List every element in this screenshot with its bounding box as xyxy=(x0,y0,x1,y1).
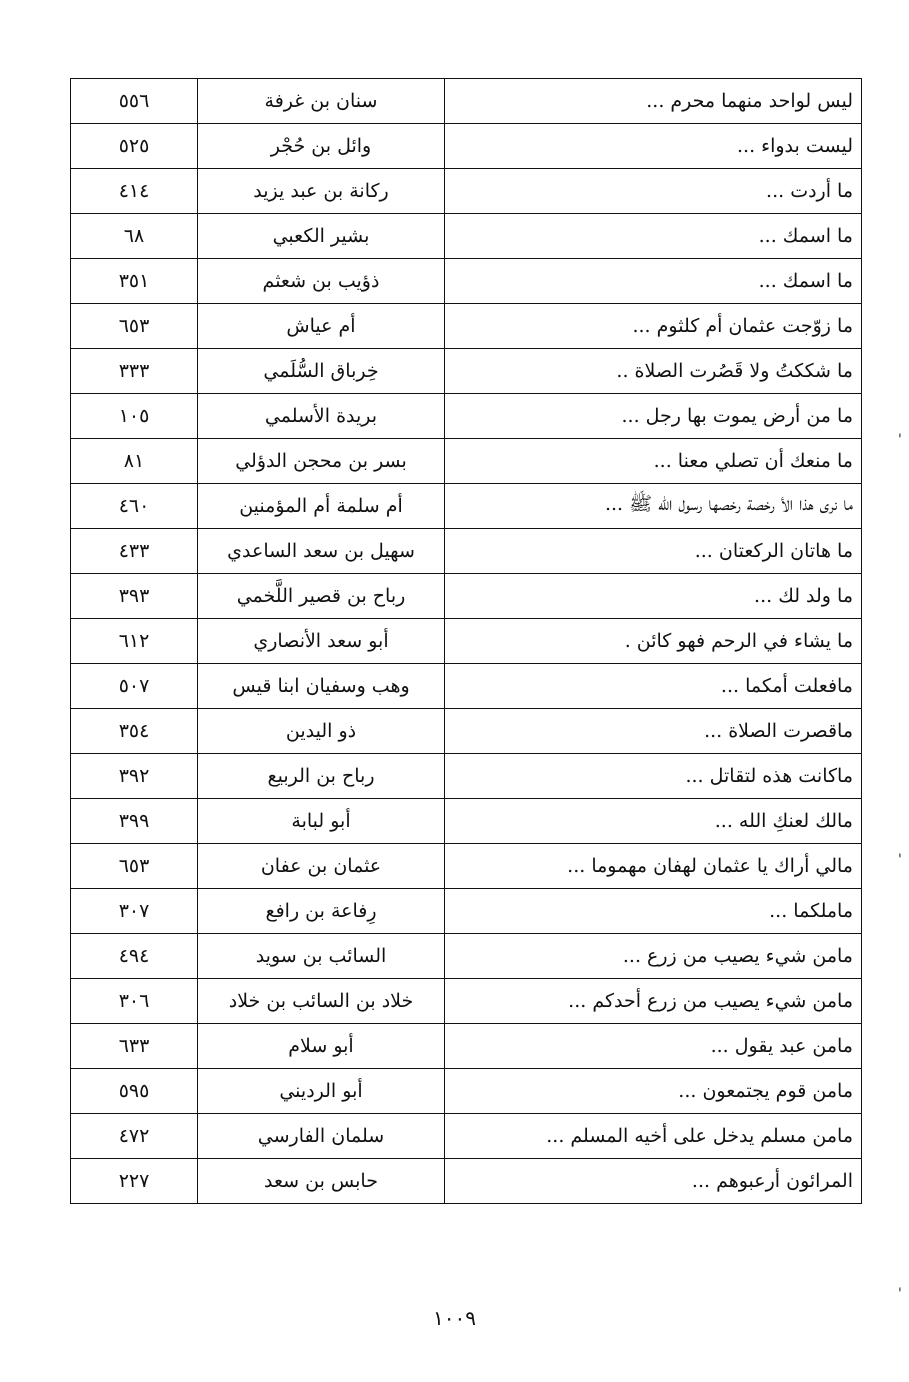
table-row xyxy=(71,1159,862,1204)
page-ref-cell: ٥٠٧ xyxy=(71,664,198,709)
narrator-cell: خِرباق السُّلَمي xyxy=(198,349,445,394)
page-ref-cell: ٥٩٥ xyxy=(71,1069,198,1114)
page-ref-cell: ٣٩٣ xyxy=(71,574,198,619)
hadith-text-cell: ليست بدواء ... xyxy=(445,124,862,169)
page-ref-cell: ٣٣٣ xyxy=(71,349,198,394)
table-row xyxy=(71,124,862,169)
hadith-text-cell: ما زوّجت عثمان أم كلثوم ... xyxy=(445,304,862,349)
hadith-text-cell: ما شككتُ ولا قَصُرت الصلاة .. xyxy=(445,349,862,394)
page-ref-cell: ٨١ xyxy=(71,439,198,484)
narrator-cell: وهب وسفيان ابنا قيس xyxy=(198,664,445,709)
hadith-text-cell: مالي أراك يا عثمان لهفان مهموما ... xyxy=(445,844,862,889)
narrator-cell: أبو لبابة xyxy=(198,799,445,844)
narrator-cell: سلمان الفارسي xyxy=(198,1114,445,1159)
table-row xyxy=(71,529,862,574)
narrator-cell: أم سلمة أم المؤمنين xyxy=(198,484,445,529)
page-ref-cell: ٦٨ xyxy=(71,214,198,259)
page-number: ١٠٠٩ xyxy=(433,1306,476,1330)
narrator-cell: رباح بن الربيع xyxy=(198,754,445,799)
page-ref-cell: ٤٧٢ xyxy=(71,1114,198,1159)
table-row xyxy=(71,934,862,979)
narrator-cell: ذؤيب بن شعثم xyxy=(198,259,445,304)
narrator-cell: بسر بن محجن الدؤلي xyxy=(198,439,445,484)
hadith-text-cell: ما منعك أن تصلي معنا ... xyxy=(445,439,862,484)
hadith-text-cell: ليس لواحد منهما محرم ... xyxy=(445,79,862,124)
table-row xyxy=(71,619,862,664)
table-row xyxy=(71,79,862,124)
narrator-cell: وائل بن حُجْر xyxy=(198,124,445,169)
page-ref-cell: ٦٥٣ xyxy=(71,304,198,349)
margin-mark: ' xyxy=(898,1286,902,1302)
hadith-text-cell: مامن شيء يصيب من زرع ... xyxy=(445,934,862,979)
page-ref-cell: ٦١٢ xyxy=(71,619,198,664)
page-ref-cell: ٣٠٦ xyxy=(71,979,198,1024)
narrator-cell: رباح بن قصير اللَّخمي xyxy=(198,574,445,619)
table-row xyxy=(71,214,862,259)
hadith-text-cell: ما هاتان الركعتان ... xyxy=(445,529,862,574)
table-row xyxy=(71,169,862,214)
narrator-cell: بشير الكعبي xyxy=(198,214,445,259)
page-ref-cell: ٢٢٧ xyxy=(71,1159,198,1204)
page-ref-cell: ٥٥٦ xyxy=(71,79,198,124)
hadith-text-cell: ماكانت هذه لتقاتل ... xyxy=(445,754,862,799)
narrator-cell: بريدة الأسلمي xyxy=(198,394,445,439)
narrator-cell: أبو سعد الأنصاري xyxy=(198,619,445,664)
hadith-text-cell: المرائون أرعبوهم ... xyxy=(445,1159,862,1204)
narrator-cell: ذو اليدين xyxy=(198,709,445,754)
table-row xyxy=(71,1024,862,1069)
narrator-cell: السائب بن سويد xyxy=(198,934,445,979)
table-row xyxy=(71,664,862,709)
hadith-text-cell: مامن شيء يصيب من زرع أحدكم ... xyxy=(445,979,862,1024)
hadith-text-cell: ماقصرت الصلاة ... xyxy=(445,709,862,754)
hadith-text-cell: ما من أرض يموت بها رجل ... xyxy=(445,394,862,439)
hadith-text-cell: ما اسمك ... xyxy=(445,214,862,259)
table-row xyxy=(71,484,862,529)
table-row xyxy=(71,259,862,304)
narrator-cell: خلاد بن السائب بن خلاد xyxy=(198,979,445,1024)
table-row xyxy=(71,754,862,799)
table-row xyxy=(71,439,862,484)
hadith-text-cell: ما أردت ... xyxy=(445,169,862,214)
table-row xyxy=(71,799,862,844)
hadith-text-cell: مامن مسلم يدخل على أخيه المسلم ... xyxy=(445,1114,862,1159)
hadith-text-cell: مالك لعنكِ الله ... xyxy=(445,799,862,844)
table-row xyxy=(71,394,862,439)
page-ref-cell: ٣٩٢ xyxy=(71,754,198,799)
table-row xyxy=(71,709,862,754)
page-ref-cell: ٣٠٧ xyxy=(71,889,198,934)
table-row xyxy=(71,1114,862,1159)
narrator-cell: ركانة بن عبد يزيد xyxy=(198,169,445,214)
narrator-cell: حابس بن سعد xyxy=(198,1159,445,1204)
page-ref-cell: ٣٥٤ xyxy=(71,709,198,754)
narrator-cell: سنان بن غرفة xyxy=(198,79,445,124)
page-ref-cell: ٤٣٣ xyxy=(71,529,198,574)
hadith-text-cell: مامن قوم يجتمعون ... xyxy=(445,1069,862,1114)
margin-mark: ' xyxy=(898,432,902,448)
narrator-cell: أبو الرديني xyxy=(198,1069,445,1114)
hadith-text-cell: ماملكما ... xyxy=(445,889,862,934)
page-ref-cell: ٥٢٥ xyxy=(71,124,198,169)
narrator-cell: سهيل بن سعد الساعدي xyxy=(198,529,445,574)
table-row xyxy=(71,844,862,889)
narrator-cell: رِفاعة بن رافع xyxy=(198,889,445,934)
page-ref-cell: ٤٦٠ xyxy=(71,484,198,529)
page-ref-cell: ٣٥١ xyxy=(71,259,198,304)
table-row xyxy=(71,304,862,349)
table-row xyxy=(71,574,862,619)
page-ref-cell: ٤٩٤ xyxy=(71,934,198,979)
page-ref-cell: ٣٩٩ xyxy=(71,799,198,844)
table-row xyxy=(71,349,862,394)
hadith-text-cell: مامن عبد يقول ... xyxy=(445,1024,862,1069)
narrator-cell: عثمان بن عفان xyxy=(198,844,445,889)
hadith-text-cell: ما ولد لك ... xyxy=(445,574,862,619)
index-table-body xyxy=(71,79,862,1204)
index-table xyxy=(70,78,862,1204)
table-row xyxy=(71,979,862,1024)
page-ref-cell: ٤١٤ xyxy=(71,169,198,214)
margin-mark: ' xyxy=(898,852,902,868)
page-ref-cell: ٦٥٣ xyxy=(71,844,198,889)
page-ref-cell: ١٠٥ xyxy=(71,394,198,439)
table-row xyxy=(71,1069,862,1114)
narrator-cell: أبو سلام xyxy=(198,1024,445,1069)
page-ref-cell: ٦٣٣ xyxy=(71,1024,198,1069)
hadith-text-cell: ما يشاء في الرحم فهو كائن . xyxy=(445,619,862,664)
table-row xyxy=(71,889,862,934)
hadith-text-cell: ما اسمك ... xyxy=(445,259,862,304)
hadith-text-cell: ما نرى هذا الأ رخصة رخصها رسول الله ﷺ ... xyxy=(445,484,862,529)
hadith-text-cell: مافعلت أمكما ... xyxy=(445,664,862,709)
narrator-cell: أم عياش xyxy=(198,304,445,349)
